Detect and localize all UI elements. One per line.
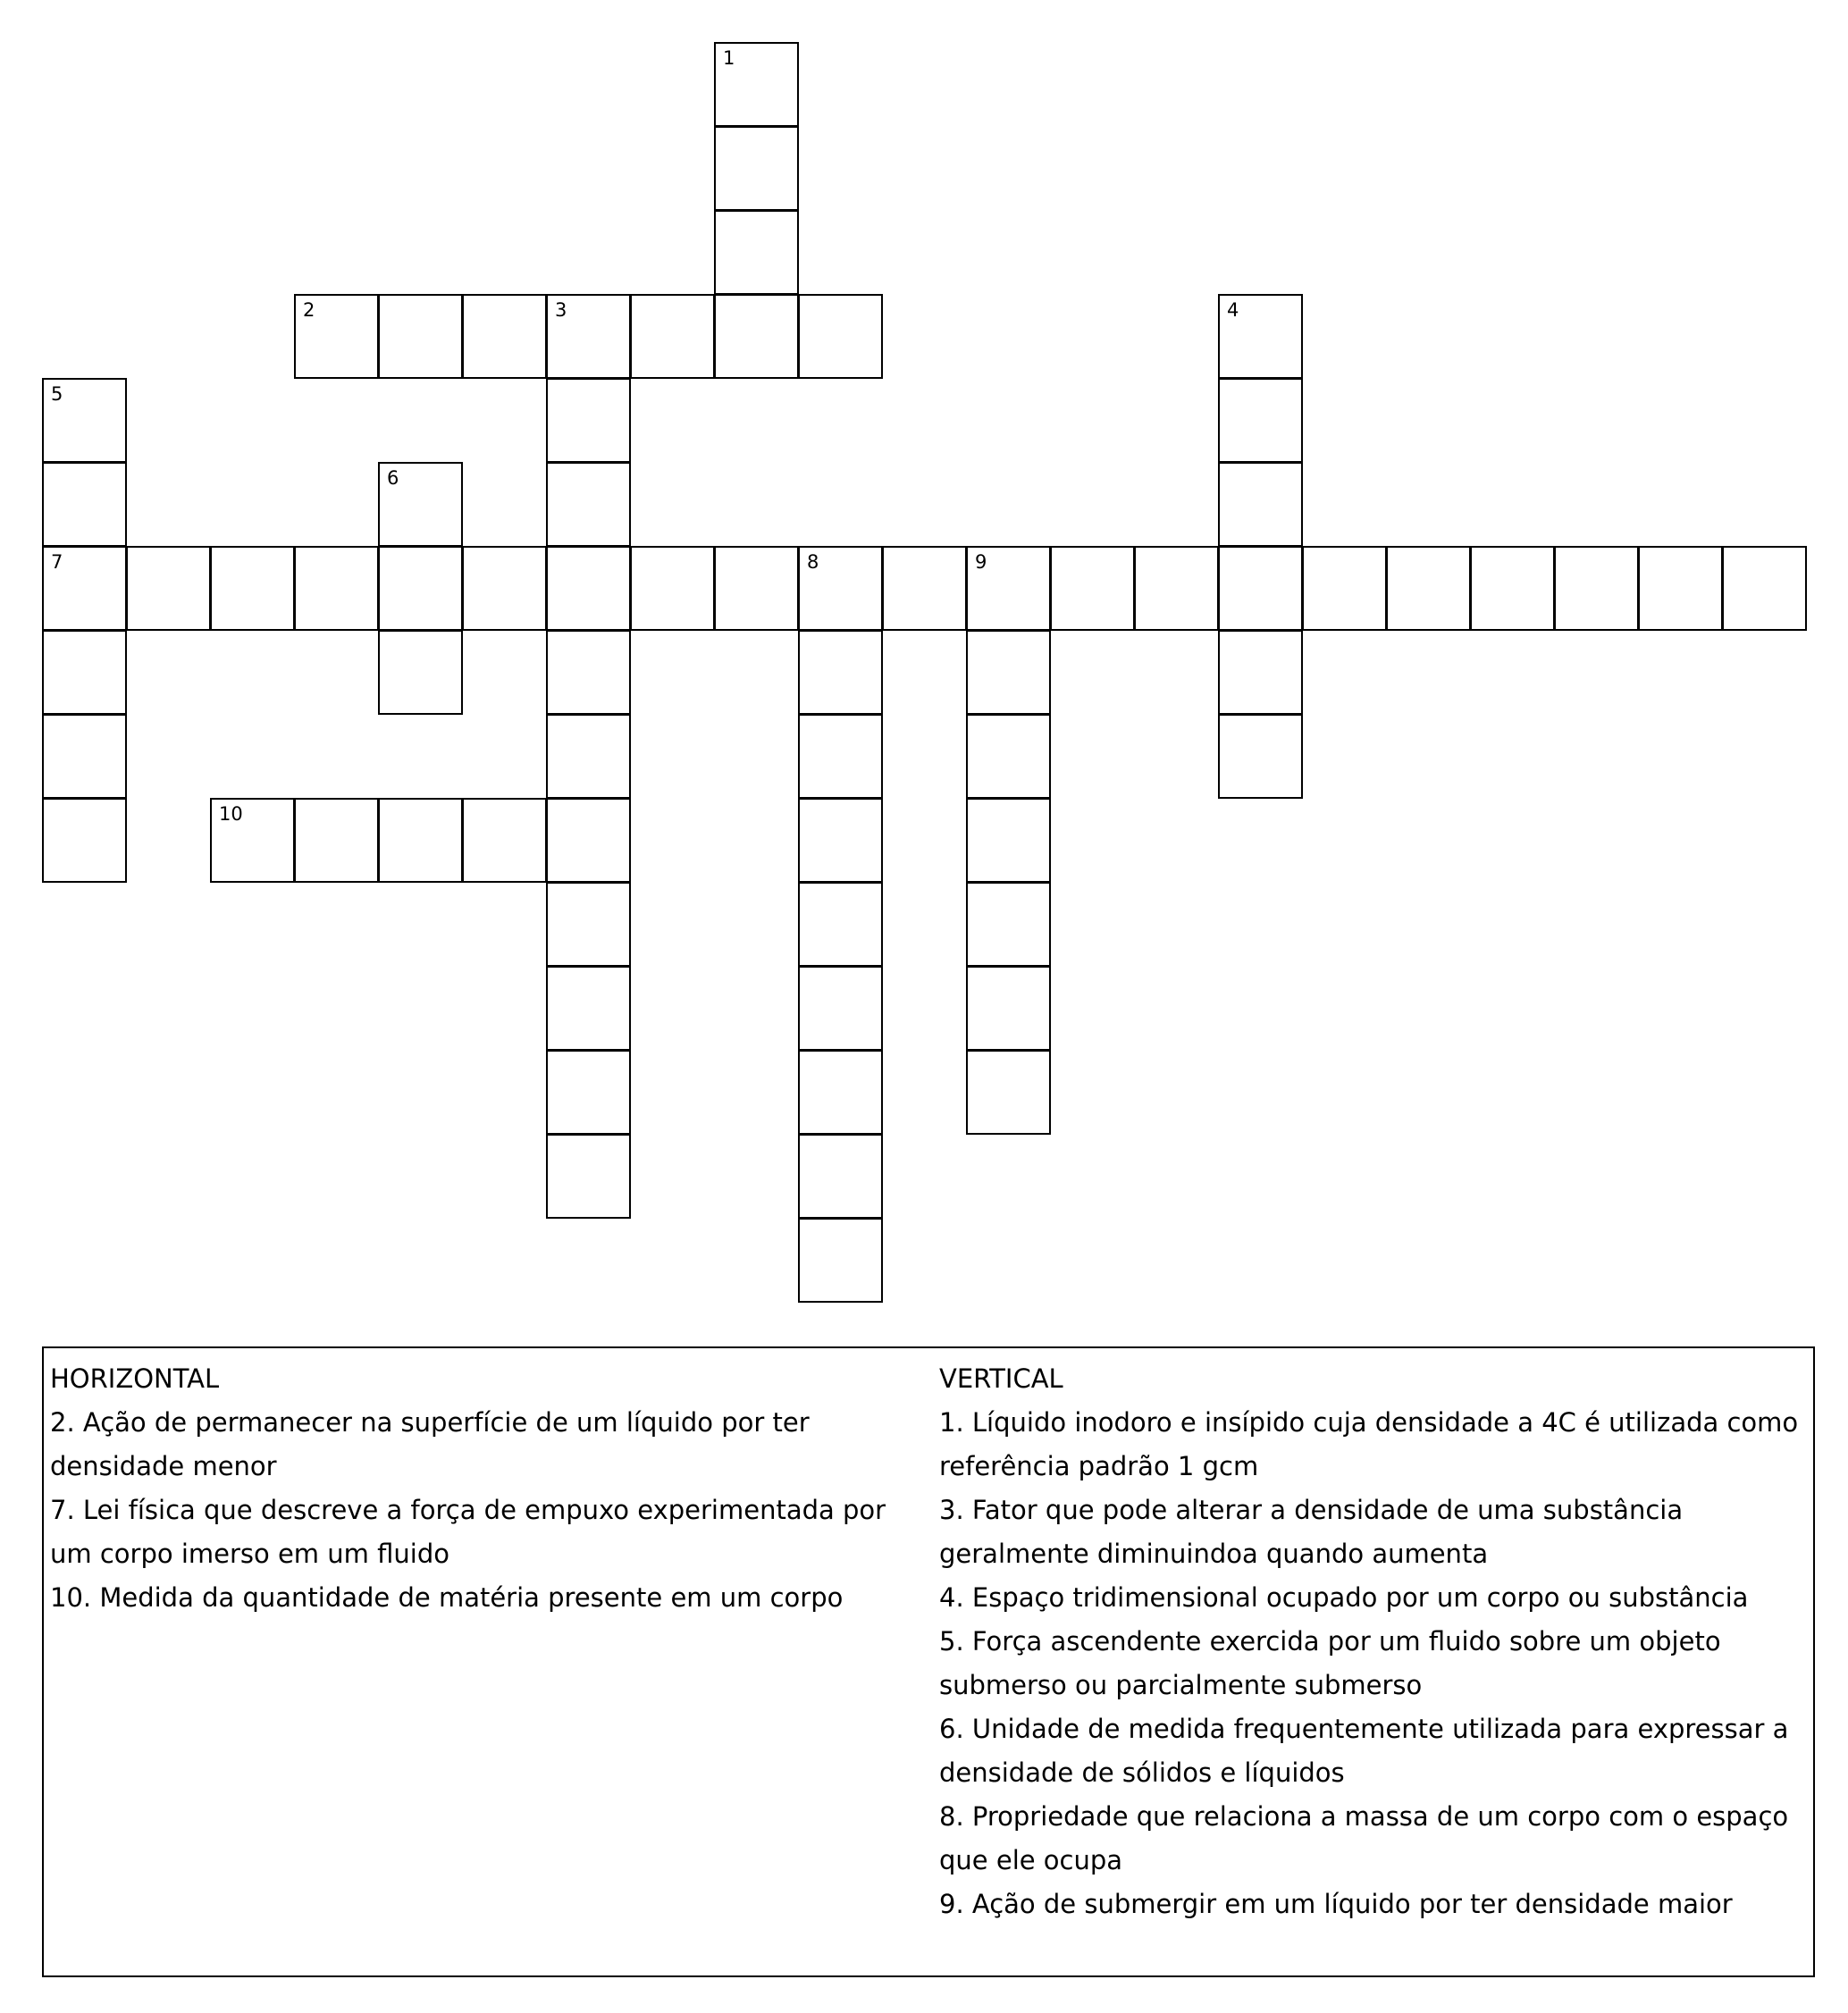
grid-cell[interactable] <box>378 294 463 379</box>
clue-vertical-3: 3. Fator que pode alterar a densidade de uma substância geralmente diminuindoa quando aumenta <box>939 1495 1684 1569</box>
grid-cell[interactable] <box>1218 714 1303 799</box>
grid-cell[interactable] <box>1386 546 1471 631</box>
grid-cell-7[interactable] <box>42 546 127 631</box>
grid-cell[interactable] <box>798 1050 883 1135</box>
grid-cell[interactable] <box>546 546 631 631</box>
grid-cell[interactable] <box>546 462 631 547</box>
clue-vertical-4: 4. Espaço tridimensional ocupado por um corpo ou substância <box>939 1582 1749 1613</box>
grid-cell-6[interactable] <box>378 462 463 547</box>
clue-number-10: 10 <box>219 803 243 825</box>
horizontal-heading: HORIZONTAL <box>50 1363 220 1394</box>
grid-cell[interactable] <box>210 546 295 631</box>
clue-number-9: 9 <box>975 551 987 573</box>
grid-cell[interactable] <box>966 1050 1051 1135</box>
grid-cell[interactable] <box>126 546 211 631</box>
grid-cell[interactable] <box>966 798 1051 883</box>
clues-panel <box>42 1346 1815 1977</box>
grid-cell[interactable] <box>798 630 883 715</box>
grid-cell[interactable] <box>1134 546 1219 631</box>
vertical-clues <box>939 1357 1806 1926</box>
grid-cell-8[interactable] <box>798 546 883 631</box>
clue-number-2: 2 <box>303 299 315 321</box>
grid-cell[interactable] <box>798 1134 883 1219</box>
grid-cell[interactable] <box>546 714 631 799</box>
grid-cell[interactable] <box>1218 378 1303 463</box>
grid-cell[interactable] <box>546 630 631 715</box>
grid-cell[interactable] <box>966 966 1051 1051</box>
grid-cell[interactable] <box>798 882 883 967</box>
grid-cell-3[interactable] <box>546 294 631 379</box>
grid-cell-2[interactable] <box>294 294 379 379</box>
grid-cell[interactable] <box>1218 462 1303 547</box>
clue-horizontal-7: 7. Lei física que descreve a força de empuxo experimentada por um corpo imerso em um fluido <box>50 1495 886 1569</box>
grid-cell[interactable] <box>294 798 379 883</box>
grid-cell[interactable] <box>546 798 631 883</box>
grid-cell[interactable] <box>798 1218 883 1303</box>
grid-cell-5[interactable] <box>42 378 127 463</box>
grid-cell[interactable] <box>546 378 631 463</box>
grid-cell[interactable] <box>294 546 379 631</box>
grid-cell[interactable] <box>1470 546 1555 631</box>
grid-cell[interactable] <box>462 798 547 883</box>
clue-horizontal-10: 10. Medida da quantidade de matéria presente em um corpo <box>50 1582 844 1613</box>
grid-cell-10[interactable] <box>210 798 295 883</box>
grid-cell[interactable] <box>546 966 631 1051</box>
grid-cell-1[interactable] <box>714 42 799 127</box>
clue-horizontal-2: 2. Ação de permanecer na superfície de um líquido por ter densidade menor <box>50 1407 810 1481</box>
clue-number-6: 6 <box>387 467 399 489</box>
clue-vertical-6: 6. Unidade de medida frequentemente utilizada para expressar a densidade de sólidos e líquidos <box>939 1714 1789 1788</box>
grid-cell[interactable] <box>42 630 127 715</box>
grid-cell[interactable] <box>42 714 127 799</box>
grid-cell[interactable] <box>966 882 1051 967</box>
grid-cell[interactable] <box>1218 546 1303 631</box>
grid-cell[interactable] <box>714 210 799 295</box>
clue-vertical-5: 5. Força ascendente exercida por um fluido sobre um objeto submerso ou parcialmente submerso <box>939 1626 1721 1700</box>
grid-cell-9[interactable] <box>966 546 1051 631</box>
grid-cell[interactable] <box>1554 546 1639 631</box>
clue-number-5: 5 <box>51 383 63 405</box>
grid-cell[interactable] <box>1302 546 1387 631</box>
grid-cell[interactable] <box>462 294 547 379</box>
grid-cell[interactable] <box>798 966 883 1051</box>
grid-cell[interactable] <box>798 294 883 379</box>
grid-cell[interactable] <box>882 546 967 631</box>
grid-cell[interactable] <box>630 546 715 631</box>
grid-cell[interactable] <box>714 294 799 379</box>
clue-number-3: 3 <box>555 299 567 321</box>
grid-cell[interactable] <box>462 546 547 631</box>
clue-vertical-1: 1. Líquido inodoro e insípido cuja densidade a 4C é utilizada como referência padrão 1 gcm <box>939 1407 1799 1481</box>
grid-cell[interactable] <box>42 462 127 547</box>
grid-cell-4[interactable] <box>1218 294 1303 379</box>
grid-cell[interactable] <box>546 1050 631 1135</box>
clue-number-8: 8 <box>807 551 819 573</box>
grid-cell[interactable] <box>1638 546 1723 631</box>
horizontal-clues <box>50 1357 908 1620</box>
grid-cell[interactable] <box>546 1134 631 1219</box>
grid-cell[interactable] <box>714 126 799 211</box>
clue-vertical-9: 9. Ação de submergir em um líquido por ter densidade maior <box>939 1889 1733 1919</box>
grid-cell[interactable] <box>798 714 883 799</box>
clue-vertical-8: 8. Propriedade que relaciona a massa de um corpo com o espaço que ele ocupa <box>939 1801 1789 1875</box>
grid-cell[interactable] <box>966 714 1051 799</box>
grid-cell[interactable] <box>798 798 883 883</box>
grid-cell[interactable] <box>378 630 463 715</box>
grid-cell[interactable] <box>546 882 631 967</box>
grid-cell[interactable] <box>378 546 463 631</box>
clue-number-4: 4 <box>1227 299 1239 321</box>
grid-cell[interactable] <box>1722 546 1807 631</box>
grid-cell[interactable] <box>42 798 127 883</box>
grid-cell[interactable] <box>1050 546 1135 631</box>
grid-cell[interactable] <box>714 546 799 631</box>
grid-cell[interactable] <box>1218 630 1303 715</box>
grid-cell[interactable] <box>630 294 715 379</box>
vertical-heading: VERTICAL <box>939 1363 1063 1394</box>
clue-number-1: 1 <box>723 47 735 69</box>
grid-cell[interactable] <box>966 630 1051 715</box>
grid-cell[interactable] <box>378 798 463 883</box>
clue-number-7: 7 <box>51 551 63 573</box>
